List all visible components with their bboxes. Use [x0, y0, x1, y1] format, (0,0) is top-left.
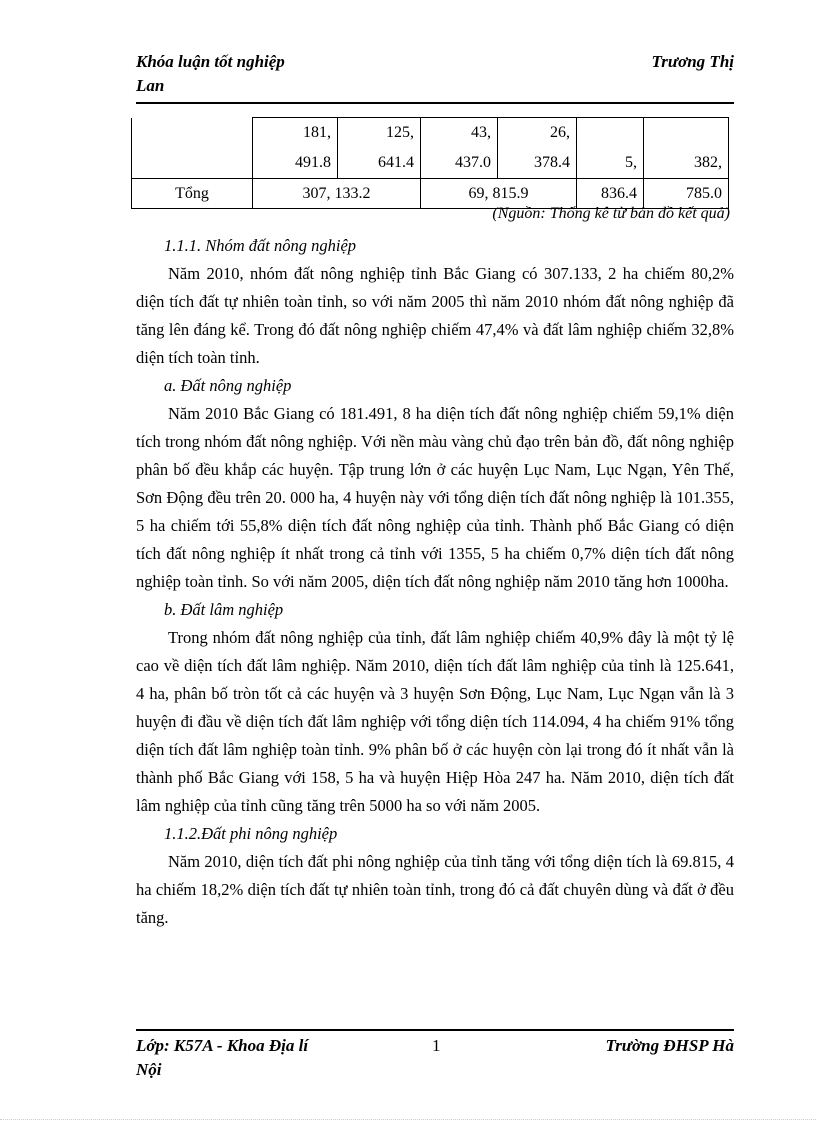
page-header: [136, 50, 734, 98]
table-cell-total-label: Tổng: [132, 179, 253, 209]
cell-value: 5,: [625, 154, 637, 171]
table-cell-total-agri: 307, 133.2: [253, 179, 421, 209]
table-row: [132, 118, 729, 179]
page-edge: [0, 1119, 816, 1120]
table-cell: [253, 118, 338, 179]
footer-university: Trường ĐHSP Hà: [605, 1036, 734, 1055]
subsection-heading: a. Đất nông nghiệp: [164, 376, 292, 395]
cell-value: 378.4: [534, 154, 570, 171]
paragraph: Năm 2010, diện tích đất phi nông nghiệp của tỉnh tăng với tổng diện tích là 69.815, 4 ha chiếm 18,2% diện tích đất tự nhiên toàn tỉnh, trong đó cả đất chuyên dùng và đất ở đều tăng.: [136, 852, 734, 927]
paragraph: Năm 2010, nhóm đất nông nghiệp tỉnh Bắc Giang có 307.133, 2 ha chiếm 80,2% diện tích đất tự nhiên toàn tỉnh, so với năm 2005 thì năm 2010 nhóm đất nông nghiệp đã tăng lên đáng kể. Trong đó đất nông nghiệp chiếm 47,4% và đất lâm nghiệp chiếm 32,8% diện tích toàn tỉnh.: [136, 264, 734, 367]
table-cell: [644, 118, 729, 179]
header-thesis-title: Khóa luận tốt nghiệp: [136, 52, 285, 71]
cell-value: 437.0: [455, 154, 491, 171]
footer-class: Lớp: K57A - Khoa Địa lí: [136, 1036, 309, 1055]
table-source-note: (Nguồn: Thống kê từ bản đồ kết quả): [492, 205, 730, 222]
table-cell: 785.0: [644, 179, 729, 209]
table-cell: [421, 118, 498, 179]
header-rule: [136, 102, 734, 104]
table-cell-total-nonagri: 69, 815.9: [421, 179, 577, 209]
table-cell: [577, 118, 644, 179]
table-row: [132, 179, 729, 209]
table-cell: [498, 118, 577, 179]
cell-value: 43,: [471, 124, 491, 141]
cell-value: 26,: [550, 124, 570, 141]
subsection-heading: b. Đất lâm nghiệp: [164, 600, 284, 619]
land-use-table: [131, 117, 729, 209]
table-cell-empty: [132, 118, 253, 179]
cell-value: 382,: [694, 154, 722, 171]
document-body: [136, 232, 734, 932]
cell-value: 641.4: [378, 154, 414, 171]
header-author: Trương Thị: [651, 52, 734, 71]
header-author-continued: Lan: [136, 76, 165, 95]
footer-class-continued: Nội: [136, 1060, 162, 1079]
cell-value: 181,: [303, 124, 331, 141]
page-number: 1: [432, 1036, 441, 1055]
page-footer: [136, 1034, 734, 1082]
table-cell: 836.4: [577, 179, 644, 209]
cell-value: 125,: [386, 124, 414, 141]
footer-rule: [136, 1029, 734, 1031]
paragraph: Trong nhóm đất nông nghiệp của tỉnh, đất lâm nghiệp chiếm 40,9% đây là một tỷ lệ cao về diện tích đất lâm nghiệp. Năm 2010, diện tích đất lâm nghiệp của tỉnh là 125.641, 4 ha, phân bố tròn tốt cả các huyện và 3 huyện Sơn Động, Lục Nam, Lục Ngạn vẫn là 3 huyện đi đầu về diện tích đất lâm nghiệp với tổng diện tích 114.094, 4 ha chiếm 91% tổng diện tích đất lâm nghiệp toàn tỉnh. 9% phân bố ở các huyện còn lại trong đó ít nhất vẫn là thành phố Bắc Giang với 158, 5 ha và huyện Hiệp Hòa 247 ha. Năm 2010, diện tích đất lâm nghiệp của tỉnh cũng tăng trên 5000 ha so với năm 2005.: [136, 628, 734, 815]
paragraph: Năm 2010 Bắc Giang có 181.491, 8 ha diện tích đất nông nghiệp chiếm 59,1% diện tích trong nhóm đất nông nghiệp. Với nền màu vàng chủ đạo trên bản đồ, đất nông nghiệp phân bố đều khắp các huyện. Tập trung lớn ở các huyện Lục Nam, Lục Ngạn, Yên Thế, Sơn Động đều trên 20. 000 ha, 4 huyện này với tổng diện tích đất nông nghiệp là 101.355, 5 ha chiếm tới 55,8% diện tích đất nông nghiệp của tỉnh. Thành phố Bắc Giang có diện tích đất nông nghiệp ít nhất trong cả tỉnh với 1355, 5 ha chiếm 0,7% diện tích đất nông nghiệp toàn tỉnh. So với năm 2005, diện tích đất nông nghiệp năm 2010 tăng hơn 1000ha.: [136, 404, 734, 591]
cell-value: 491.8: [295, 154, 331, 171]
section-heading: 1.1.1. Nhóm đất nông nghiệp: [164, 236, 357, 255]
table-cell: [338, 118, 421, 179]
section-heading: 1.1.2.Đất phi nông nghiệp: [164, 824, 338, 843]
